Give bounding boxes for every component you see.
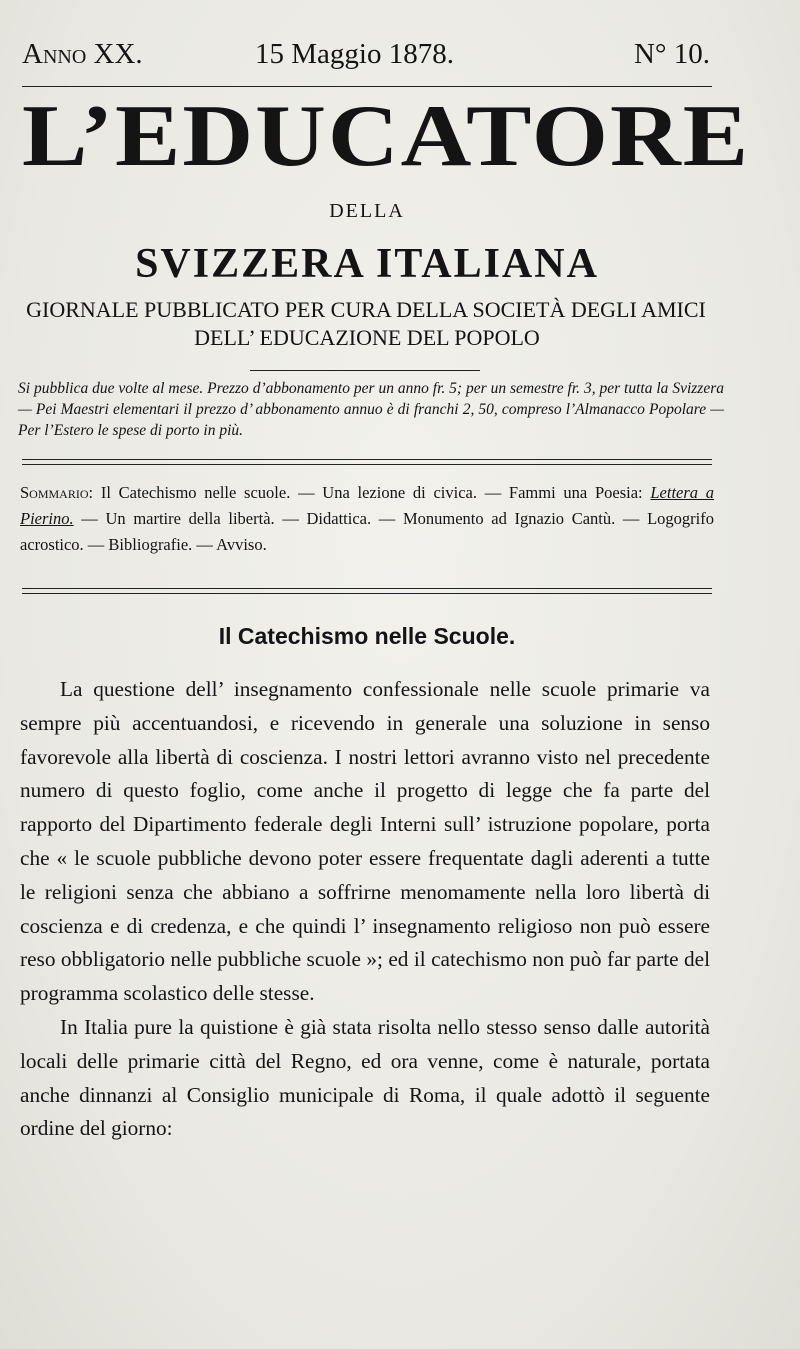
issue-line [22, 38, 710, 82]
article-paragraph-2: In Italia pure la quistione è già stata risolta nello stesso senso dalle autorità locali delle primarie città del Regno, ed ora venne, come è naturale, portata anche dinnanzi al Consiglio municipale di Roma, il quale adottò il seguente ordine del giorno: [20, 1014, 710, 1141]
issue-date: 15 Maggio 1878. [255, 38, 454, 70]
title-svizzera-italiana: SVIZZERA ITALIANA [135, 241, 599, 287]
subtitle-line-2: DELL’ EDUCAZIONE DEL POPOLO [194, 325, 540, 350]
short-divider [250, 370, 480, 371]
double-rule-bottom-b [22, 593, 712, 594]
volume-year: Anno XX. [22, 38, 143, 70]
subscription-text: Si pubblica due volte al mese. Prezzo d’abbonamento per un anno fr. 5; per un semestre fr. 3, per tutta la Svizzera — Pei Maestri elementari il prezzo d’ abbonamento annuo è di franchi 2, 50, compreso l’Almanacco Popolare — Per l’Estero le spese di porto in più. [18, 380, 724, 439]
newspaper-title: L’EDUCATORE [22, 87, 751, 185]
subtitle-line-1: GIORNALE PUBBLICATO PER CURA DELLA SOCIETÀ DEGLI AMICI [26, 297, 706, 322]
summary-text-b: — Un martire della libertà. — Didattica. — Monumento ad Ignazio Cantù. — Logogrifo acrostico. — Bibliografie. — Avviso. [20, 509, 714, 554]
article-title: Il Catechismo nelle Scuole. [218, 623, 516, 649]
article-paragraph-1: La questione dell’ insegnamento confessionale nelle scuole primarie va sempre più accentuandosi, e ricevendo in generale una soluzione in senso favorevole alla libertà di coscienza. I nostri lettori avranno visto nel precedente numero di questo foglio, come anche il progetto di legge che fa parte del rapporto del Dipartimento federale degli Interni sull’ istruzione popolare, porta che « le scuole pubbliche devono poter essere frequentate dagli aderenti a tutte le religioni senza che abbiano a soffrirne menomamente nella loro libertà di coscienza e di credenza, e che quindi l’ insegnamento religioso non può essere reso obbligatorio nelle pubbliche scuole »; ed il catechismo non può far parte del programma scolastico delle stesse. [20, 677, 710, 1006]
title-della: DELLA [329, 200, 405, 222]
double-rule-top-b [22, 464, 712, 465]
double-rule-bottom-a [22, 588, 712, 589]
summary-italic-title: Lettera a Pierino. [20, 483, 715, 528]
subscription-notice [18, 378, 724, 441]
summary-box [20, 480, 714, 558]
summary-label: Sommario [20, 483, 89, 502]
issue-number: N° 10. [633, 38, 710, 70]
article-body [20, 673, 710, 1146]
summary-text-a: : Il Catechismo nelle scuole. — Una lezione di civica. — Fammi una Poesia: [88, 483, 651, 502]
double-rule-top-a [22, 459, 712, 460]
